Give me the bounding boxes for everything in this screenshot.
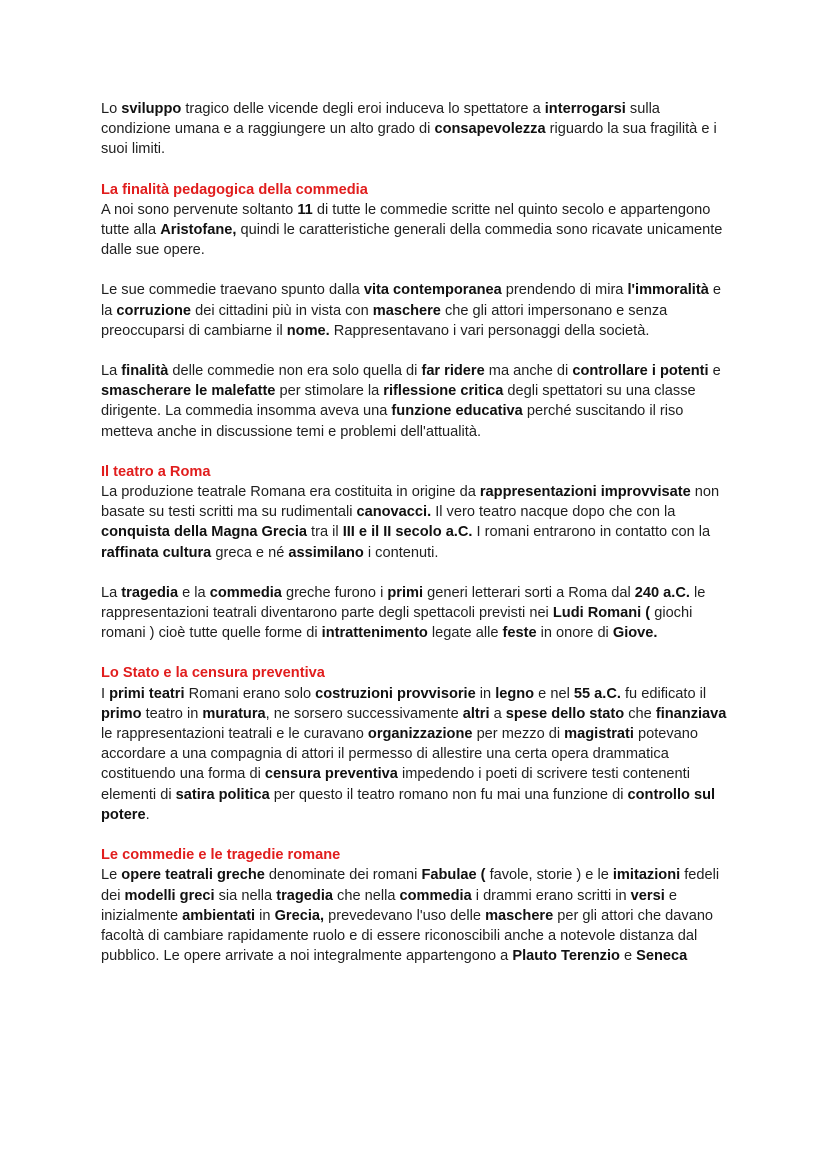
bold-text: tragedia: [121, 584, 179, 601]
bold-text: rappresentazioni improvvisate: [479, 484, 691, 501]
bold-text: nome.: [286, 322, 330, 339]
text-run: e inizialmente: [101, 887, 677, 924]
text-run: fedeli dei: [101, 867, 720, 904]
bold-text: tragedia: [276, 887, 333, 904]
bold-text: feste: [502, 625, 537, 642]
bold-text: vita contemporanea: [363, 282, 502, 299]
text-run: Le: [101, 867, 122, 884]
body-paragraph: [101, 684, 731, 825]
text-run: dei cittadini più in vista con: [191, 302, 373, 319]
text-run: e: [708, 363, 721, 380]
text-run: potevano accordare a una compagnia di attori il permesso di allestire una certa opera drammatica costituendo una forma di: [101, 726, 699, 783]
text-run: sia nella: [214, 887, 277, 904]
text-run: prendendo di mira: [501, 282, 628, 299]
bold-text: primo: [101, 705, 142, 722]
body-paragraph: [101, 200, 731, 261]
text-run: greca e né: [211, 544, 289, 561]
bold-text: III e il II secolo a.C.: [342, 524, 473, 541]
bold-text: commedia: [209, 584, 282, 601]
text-run: quindi le caratteristiche generali della commedia sono ricavate unicamente dalle sue opere.: [101, 222, 723, 259]
text-run: i drammi erano scritti in: [471, 887, 631, 904]
bold-text: smascherare le malefatte: [101, 383, 276, 400]
bold-text: costruzioni provvisorie: [315, 685, 476, 702]
bold-text: sviluppo: [121, 101, 182, 117]
bold-text: imitazioni: [612, 867, 681, 884]
bold-text: magistrati: [564, 726, 634, 743]
text-run: delle commedie non era solo quella di: [168, 363, 422, 380]
text-run: teatro in: [141, 705, 203, 722]
section-stato-censura: [101, 663, 731, 825]
text-run: in onore di: [536, 625, 613, 642]
section-heading: Le commedie e le tragedie romane: [101, 847, 341, 864]
bold-text: consapevolezza: [434, 121, 546, 138]
bold-text: versi: [630, 887, 665, 904]
bold-text: satira politica: [175, 786, 270, 803]
text-run: Romani erano solo: [184, 685, 316, 702]
text-run: greche furono i: [281, 584, 388, 601]
bold-text: censura preventiva: [264, 766, 398, 783]
bold-text: spese dello stato: [505, 705, 625, 722]
bold-text: 11: [297, 201, 313, 218]
bold-text: organizzazione: [367, 726, 473, 743]
text-run: I romani entrarono in contatto con la: [472, 524, 711, 541]
bold-text: canovacci.: [356, 504, 432, 521]
bold-text: muratura: [202, 705, 266, 722]
text-run: di tutte le commedie scritte nel quinto secolo e appartengono tutte alla: [101, 201, 711, 239]
text-run: che: [624, 705, 656, 722]
text-run: riguardo la sua fragilità e i suoi limiti.: [101, 121, 717, 158]
bold-text: l'immoralità: [627, 282, 709, 299]
bold-text: 55 a.C.: [573, 685, 621, 702]
text-run: generi letterari sorti a Roma dal: [423, 584, 635, 601]
bold-text: Plauto Terenzio: [512, 948, 620, 965]
bold-text: Grecia,: [274, 907, 325, 924]
text-run: e: [619, 948, 637, 965]
text-run: prevedevano l'uso delle: [324, 907, 486, 924]
text-run: non basate su testi scritti ma su rudimentali: [101, 484, 720, 521]
bold-text: controllo sul potere: [101, 786, 716, 823]
bold-text: altri: [462, 705, 490, 722]
text-run: favole, storie ) e le: [485, 867, 613, 884]
intro-paragraph: [101, 99, 731, 160]
bold-text: raffinata cultura: [101, 544, 212, 561]
bold-text: Fabulae (: [421, 867, 486, 884]
text-run: Il vero teatro nacque dopo che con la: [431, 504, 676, 521]
text-run: impedendo i poeti di scrivere testi contenenti elementi di: [101, 766, 690, 803]
bold-text: legno: [495, 685, 535, 702]
body-paragraph: [101, 482, 731, 563]
text-run: I: [101, 685, 110, 702]
text-run: e la: [101, 282, 721, 319]
bold-text: corruzione: [116, 302, 192, 319]
bold-text: interrogarsi: [544, 101, 626, 117]
bold-text: primi: [387, 584, 424, 601]
text-run: .: [145, 806, 150, 823]
bold-text: far ridere: [421, 363, 485, 380]
bold-text: controllare i potenti: [572, 363, 709, 380]
text-run: i contenuti.: [363, 544, 439, 561]
bold-text: ambientati: [182, 907, 256, 924]
text-run: La: [101, 363, 122, 380]
text-run: a: [489, 705, 506, 722]
text-run: per mezzo di: [472, 726, 565, 743]
text-run: perché suscitando il riso metteva anche in discussione temi e problemi dell'attualità.: [101, 403, 684, 440]
body-paragraph: [101, 280, 731, 341]
text-run: le rappresentazioni teatrali diventarono parte degli spettacoli previsti nei: [101, 584, 706, 622]
text-run: in: [475, 685, 496, 702]
text-run: per stimolare la: [275, 383, 384, 400]
bold-text: riflessione critica: [383, 383, 504, 400]
body-paragraph: [101, 865, 731, 966]
text-run: degli spettatori su una classe dirigente. La commedia insomma aveva una: [101, 383, 696, 420]
text-run: denominate dei romani: [264, 867, 422, 884]
bold-text: funzione educativa: [391, 403, 523, 420]
bold-text: primi teatri: [109, 685, 185, 702]
bold-text: 240 a.C.: [634, 584, 690, 601]
section-heading: Lo Stato e la censura preventiva: [101, 665, 325, 682]
text-run: che nella: [333, 887, 400, 904]
bold-text: finanziava: [655, 705, 727, 722]
document-page: [101, 99, 731, 966]
text-run: La produzione teatrale Romana era costituita in origine da: [101, 484, 480, 501]
text-run: , ne sorsero successivamente: [265, 705, 463, 722]
bold-text: maschere: [485, 907, 554, 924]
bold-text: maschere: [372, 302, 441, 319]
bold-text: assimilano: [288, 544, 364, 561]
text-run: legate alle: [427, 625, 503, 642]
bold-text: Ludi Romani (: [552, 605, 651, 622]
bold-text: opere teatrali greche: [121, 867, 265, 884]
text-run: giochi romani ) cioè tutte quelle forme di: [101, 605, 693, 642]
text-run: ma anche di: [484, 363, 573, 380]
section-finalita-pedagogica: [101, 180, 731, 442]
text-run: per questo il teatro romano non fu mai una funzione di: [269, 786, 628, 803]
text-run: e nel: [534, 685, 574, 702]
section-commedie-tragedie-romane: [101, 845, 731, 966]
text-run: in: [255, 907, 275, 924]
text-run: le rappresentazioni teatrali e le curavano: [101, 726, 368, 743]
bold-text: finalità: [121, 363, 169, 380]
text-run: sulla condizione umana e a raggiungere un alto grado di: [101, 101, 660, 138]
body-paragraph: [101, 583, 731, 644]
text-run: e la: [178, 584, 210, 601]
text-run: fu edificato il: [620, 685, 707, 702]
text-run: La: [101, 584, 122, 601]
text-run: A noi sono pervenute soltanto: [101, 201, 298, 218]
bold-text: modelli greci: [124, 887, 215, 904]
text-run: che gli attori impersonano e senza preoccuparsi di cambiarne il: [101, 302, 668, 339]
section-heading: La finalità pedagogica della commedia: [101, 181, 368, 198]
bold-text: commedia: [399, 887, 472, 904]
section-heading: Il teatro a Roma: [101, 463, 211, 480]
bold-text: intrattenimento: [321, 625, 428, 642]
bold-text: conquista della Magna Grecia: [101, 524, 307, 541]
bold-text: Seneca: [636, 948, 688, 965]
section-teatro-roma: [101, 462, 731, 644]
bold-text: Giove.: [612, 625, 658, 642]
text-run: tragico delle vicende degli eroi induceva lo spettatore a: [181, 101, 545, 117]
text-run: Lo: [101, 101, 122, 117]
text-run: per gli attori che davano facoltà di cambiare rapidamente ruolo e di essere riconoscibili anche a notevole distanza dal pubblico. Le opere arrivate a noi integralmente appartengono a: [101, 907, 714, 965]
text-run: Rappresentavano i vari personaggi della società.: [329, 322, 650, 339]
body-paragraph: [101, 361, 731, 442]
bold-text: Aristofane,: [160, 222, 237, 239]
text-run: tra il: [307, 524, 343, 541]
text-run: Le sue commedie traevano spunto dalla: [101, 282, 364, 299]
